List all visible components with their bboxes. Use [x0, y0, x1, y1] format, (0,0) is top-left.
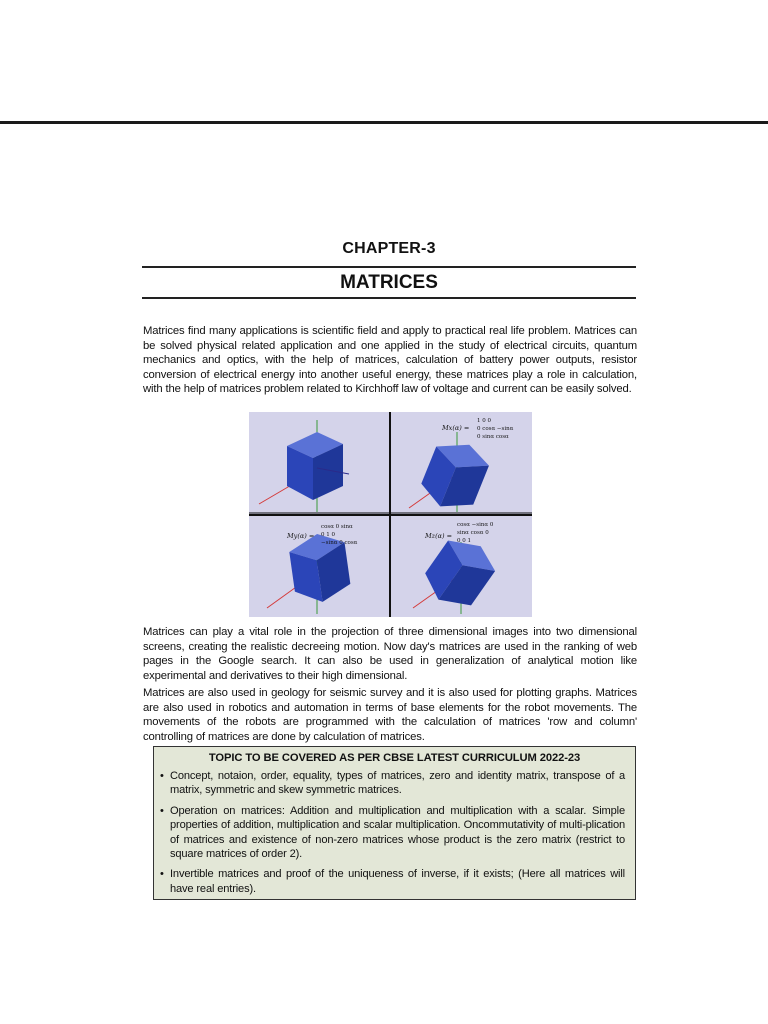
topic-item: • Concept, notaion, order, equality, types of matrices, zero and identity matrix, transpose of a matrix, symmetric and skew symmetric matrices. [170, 769, 625, 798]
curriculum-topics-list [154, 769, 635, 896]
title-top-rule [142, 266, 636, 268]
panel-3-label: My(α) = [287, 532, 315, 540]
rotation-matrices-figure [249, 412, 532, 617]
topic-item: • Operation on matrices: Addition and multiplication and multiplication with a scalar. Simple properties of addition, multiplication and scalar multiplication. Oncommutativity of multi-plication of matrices and existence of non-zero matrices whose product is the zero matrix (restrict to square matrices of order 2). [170, 804, 625, 862]
panel-3-matrix-row-1: cosα 0 sinα [321, 524, 353, 530]
topic-item: • Invertible matrices and proof of the uniqueness of inverse, if it exists; (Here all matrices will have real entries). [170, 867, 625, 896]
cube-panel-3 [267, 524, 358, 614]
top-horizontal-rule [0, 121, 768, 124]
panel-3-matrix-row-2: 0 1 0 [321, 532, 335, 538]
panel-4-matrix-row-1: cosα −sinα 0 [457, 522, 494, 528]
projection-paragraph: Matrices can play a vital role in the projection of three dimensional images into two dimensional screens, creating the realistic decreeing motion. Now day's matrices are used in the ranking of web pages in the Google search. It can also be used in generalization of analytical motion like experimental and derivatives to their high dimensional. [143, 626, 637, 682]
panel-2-label: Mx(α) = [442, 424, 470, 432]
panel-2-matrix-row-3: 0 sinα cosα [477, 434, 509, 440]
geology-robotics-paragraph: Matrices are also used in geology for seismic survey and it is also used for plotting graphs. Matrices are also used in robotics and automation in terms of base elements for the robot movements. The movements of the robots are programmed with the calculation of matrices 'row and column' controlling of matrices are done by calculation of matrices. [143, 687, 637, 743]
panel-2-matrix-row-1: 1 0 0 [477, 418, 491, 424]
panel-4-matrix-row-2: sinα cosα 0 [457, 530, 489, 536]
panel-4-label: Mz(α) = [425, 532, 453, 540]
rotation-figure-svg [249, 412, 532, 617]
chapter-label: CHAPTER-3 [342, 240, 436, 257]
cube-panel-1 [259, 420, 349, 512]
cube-panel-4 [413, 522, 502, 617]
title-bottom-rule [142, 297, 636, 299]
panel-3-matrix-row-3: −sinα 0 cosα [321, 540, 358, 546]
panel-2-matrix-row-2: 0 cosα −sinα [477, 426, 514, 432]
chapter-title: MATRICES [340, 272, 438, 293]
cube-panel-2 [409, 418, 514, 518]
panel-4-matrix-row-3: 0 0 1 [457, 538, 471, 544]
curriculum-topics-heading: TOPIC TO BE COVERED AS PER CBSE LATEST CURRICULUM 2022-23 [208, 752, 581, 764]
intro-paragraph: Matrices find many applications is scientific field and apply to practical real life problem. Matrices can be solved physical related application and one applied in the study of electrical circuits, quantum mechanics and optics, with the help of matrices, calculation of battery power outputs, resistor conversion of electrical energy into another useful energy, these matrices play a role in calculation, with the help of matrices problem related to Kirchhoff law of voltage and current can be easily solved. [143, 325, 637, 396]
curriculum-topics-box [153, 746, 636, 900]
